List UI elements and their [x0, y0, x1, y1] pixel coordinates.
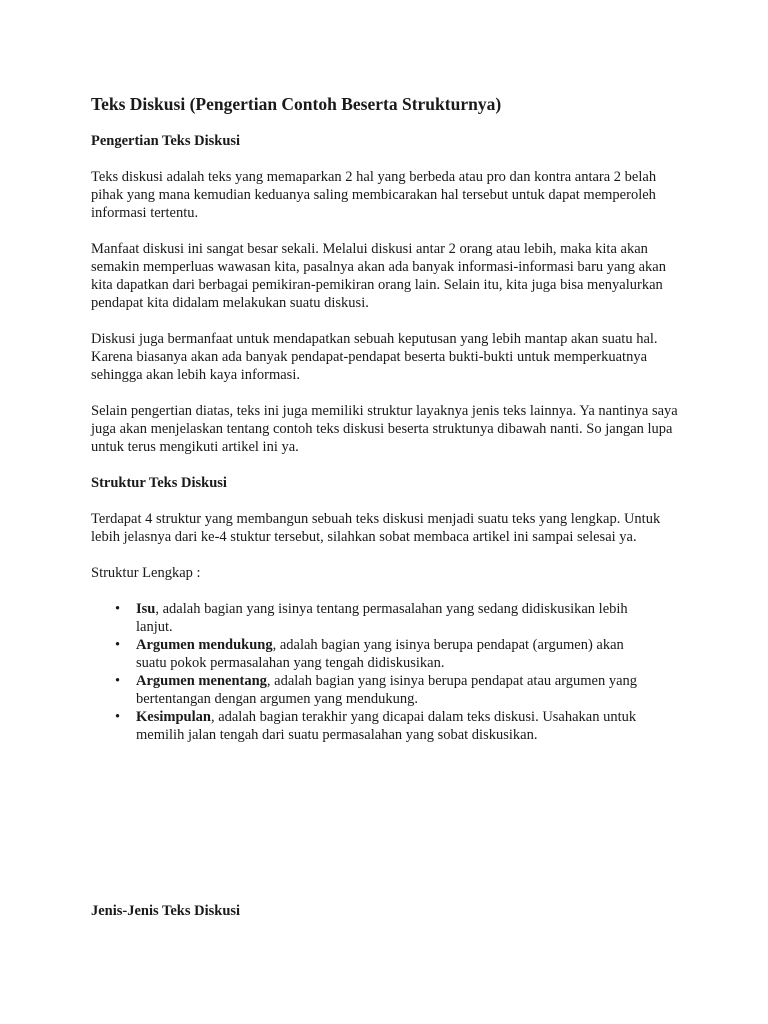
paragraph-structure-intro: Selain pengertian diatas, teks ini juga memiliki struktur layaknya jenis teks lainnya. Ya nantinya saya juga akan menjelaskan tentang contoh teks diskusi beserta struktunya dibawah nanti. So jangan lupa untuk terus mengikuti artikel ini ya. — [91, 403, 678, 455]
bullet-icon: • — [115, 601, 121, 617]
heading-jenis: Jenis-Jenis Teks Diskusi — [91, 903, 241, 919]
heading-pengertian: Pengertian Teks Diskusi — [91, 133, 241, 149]
document-title: Teks Diskusi (Pengertian Contoh Beserta Strukturnya) — [91, 94, 502, 114]
list-item — [91, 636, 656, 672]
list-item-description: , adalah bagian terakhir yang dicapai dalam teks diskusi. Usahakan untuk memilih jalan tengah dari suatu permasalahan yang sobat diskusikan. — [136, 709, 637, 743]
paragraph-decision: Diskusi juga bermanfaat untuk mendapatkan sebuah keputusan yang lebih mantap akan suatu hal. Karena biasanya akan ada banyak pendapat-pendapat beserta bukti-bukti untuk memperkuatnya sehingga akan lebih kaya informasi. — [91, 331, 658, 383]
document-body — [91, 93, 691, 744]
paragraph-benefit: Manfaat diskusi ini sangat besar sekali. Melalui diskusi antar 2 orang atau lebih, maka kita akan semakin memperluas wawasan kita, pasalnya akan ada banyak informasi-informasi baru yang akan kita dapatkan dari berbagai pemikiran-pemikiran orang lain. Selain itu, kita juga bisa menyalurkan pendapat kita didalam melakukan suatu diskusi. — [91, 241, 666, 311]
bullet-icon: • — [115, 673, 121, 689]
bullet-icon: • — [115, 709, 121, 725]
list-item-description: , adalah bagian yang isinya berupa pendapat (argumen) akan suatu pokok permasalahan yang tengah didiskusikan. — [136, 637, 624, 671]
list-item-term: Kesimpulan — [136, 709, 211, 725]
list-item — [91, 708, 656, 744]
list-item — [91, 600, 656, 636]
structure-list — [91, 600, 691, 744]
list-item-term: Isu — [136, 601, 156, 617]
heading-struktur: Struktur Teks Diskusi — [91, 475, 227, 491]
list-item-description: , adalah bagian yang isinya berupa pendapat atau argumen yang bertentangan dengan argumen yang mendukung. — [136, 673, 638, 707]
bullet-icon: • — [115, 637, 121, 653]
paragraph-struktur-lengkap: Struktur Lengkap : — [91, 565, 201, 581]
list-item-description: , adalah bagian yang isinya tentang permasalahan yang sedang didiskusikan lebih lanjut. — [136, 601, 628, 635]
paragraph-four-structures: Terdapat 4 struktur yang membangun sebuah teks diskusi menjadi suatu teks yang lengkap. Untuk lebih jelasnya dari ke-4 stuktur tersebut, silahkan sobat membaca artikel ini sampai selesai ya. — [91, 511, 661, 545]
paragraph-definition: Teks diskusi adalah teks yang memaparkan 2 hal yang berbeda atau pro dan kontra antara 2 belah pihak yang mana kemudian keduanya saling membicarakan hal tersebut untuk dapat memperoleh informasi tertentu. — [91, 169, 657, 221]
list-item-term: Argumen menentang — [136, 673, 267, 689]
list-item — [91, 672, 656, 708]
list-item-term: Argumen mendukung — [136, 637, 273, 653]
